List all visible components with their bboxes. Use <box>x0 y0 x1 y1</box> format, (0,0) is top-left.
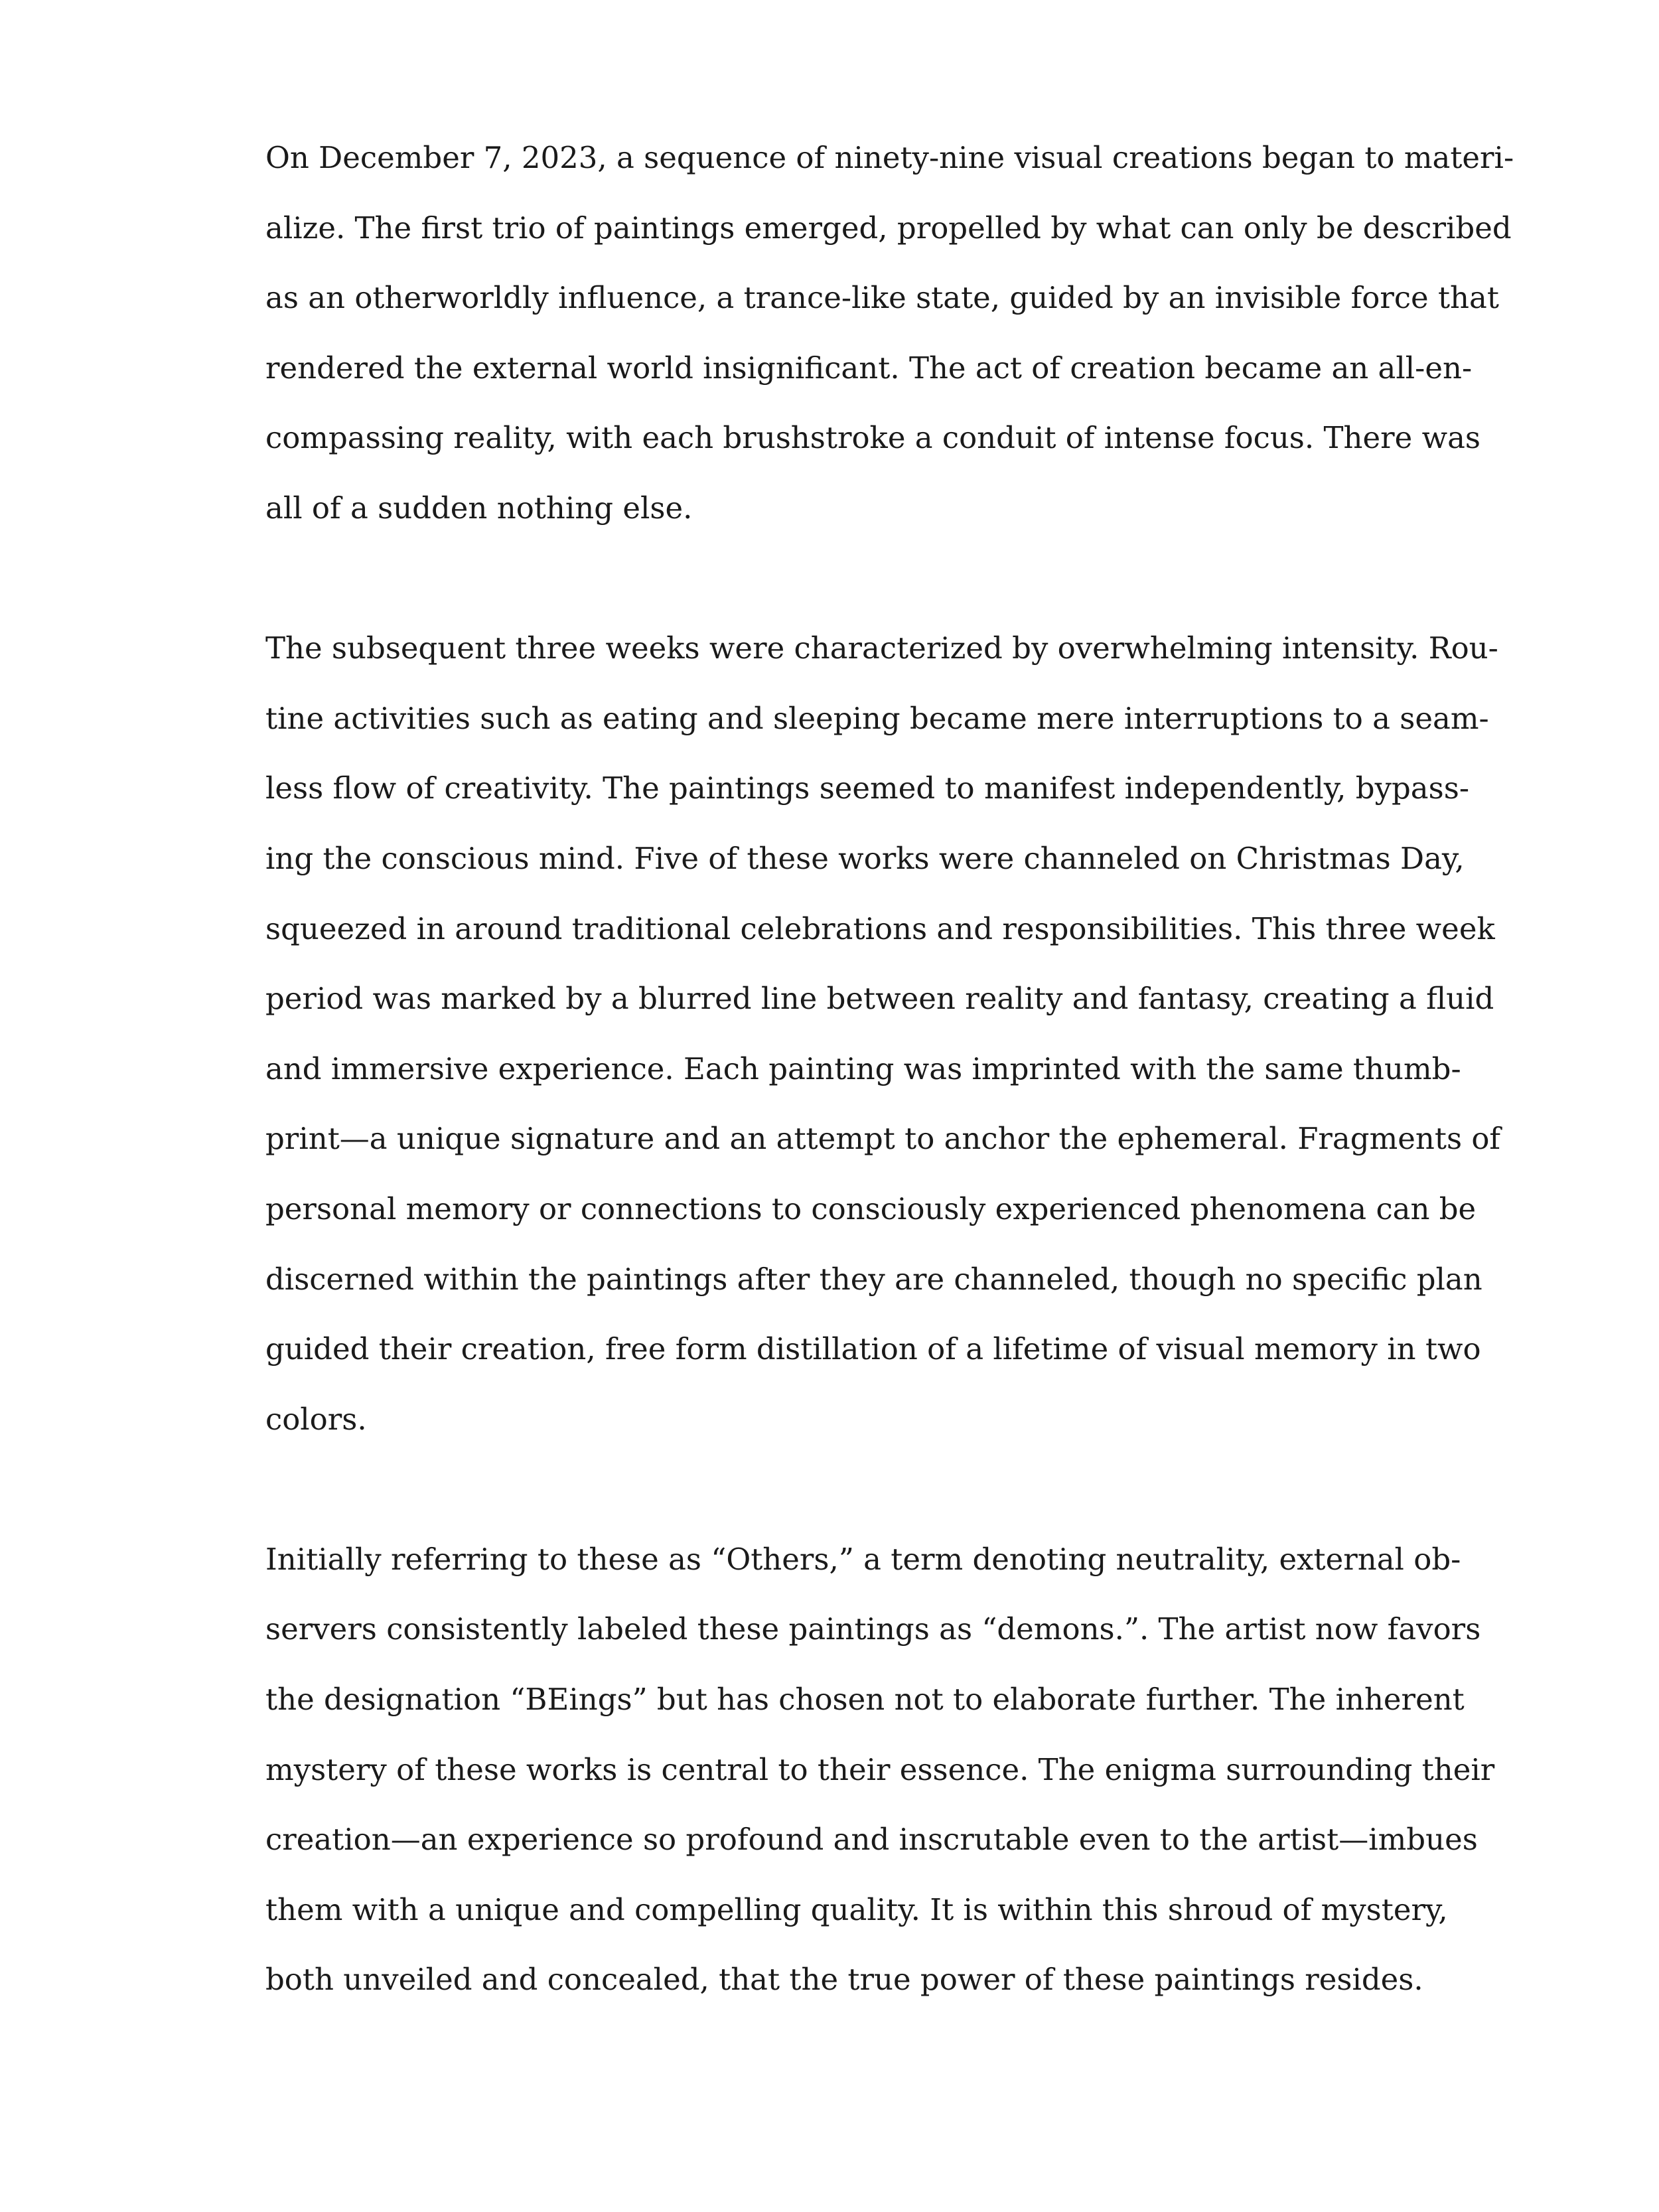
text-line: the designation “BEings” but has chosen not to elaborate further. The inherent <box>265 1682 1465 1718</box>
body-text <box>265 123 1546 2015</box>
text-line: tine activities such as eating and sleeping became mere interruptions to a seam- <box>265 700 1489 736</box>
text-line: and immersive experience. Each painting was imprinted with the same thumb- <box>265 1051 1461 1086</box>
text-line: ing the conscious mind. Five of these works were channeled on Christmas Day, <box>265 840 1465 876</box>
text-line: alize. The first trio of paintings emerged, propelled by what can only be described <box>265 210 1512 246</box>
text-line: period was marked by a blurred line between reality and fantasy, creating a fluid <box>265 981 1494 1017</box>
text-line: creation—an experience so profound and inscrutable even to the artist—imbues <box>265 1822 1478 1858</box>
text-line: all of a sudden nothing else. <box>265 490 693 526</box>
text-line: discerned within the paintings after they are channeled, though no specific plan <box>265 1261 1482 1297</box>
text-line: rendered the external world insignificant. The act of creation became an all-en- <box>265 350 1473 386</box>
text-line: compassing reality, with each brushstroke a conduit of intense focus. There was <box>265 420 1481 456</box>
text-line: personal memory or connections to consciously experienced phenomena can be <box>265 1191 1477 1226</box>
text-line: servers consistently labeled these paintings as “demons.”. The artist now favors <box>265 1611 1481 1647</box>
text-line: The subsequent three weeks were characterized by overwhelming intensity. Rou- <box>265 630 1498 666</box>
text-line: Initially referring to these as “Others,” a term denoting neutrality, external ob- <box>265 1541 1461 1577</box>
text-line: less flow of creativity. The paintings seemed to manifest independently, bypass- <box>265 771 1470 806</box>
paragraph-2 <box>265 613 1546 1454</box>
text-line: On December 7, 2023, a sequence of ninety-nine visual creations began to materi- <box>265 140 1514 175</box>
text-line: squeezed in around traditional celebrations and responsibilities. This three week <box>265 911 1495 946</box>
text-line: colors. <box>265 1401 367 1437</box>
paragraph-1 <box>265 123 1546 544</box>
text-line: print—a unique signature and an attempt to anchor the ephemeral. Fragments of <box>265 1121 1501 1157</box>
text-line: them with a unique and compelling quality. It is within this shroud of mystery, <box>265 1891 1448 1927</box>
text-line: as an otherworldly influence, a trance-like state, guided by an invisible force that <box>265 280 1499 316</box>
text-line: guided their creation, free form distillation of a lifetime of visual memory in two <box>265 1331 1481 1367</box>
paragraph-3 <box>265 1524 1546 2015</box>
text-line: mystery of these works is central to their essence. The enigma surrounding their <box>265 1751 1495 1787</box>
text-line: both unveiled and concealed, that the true power of these paintings resides. <box>265 1962 1423 1998</box>
